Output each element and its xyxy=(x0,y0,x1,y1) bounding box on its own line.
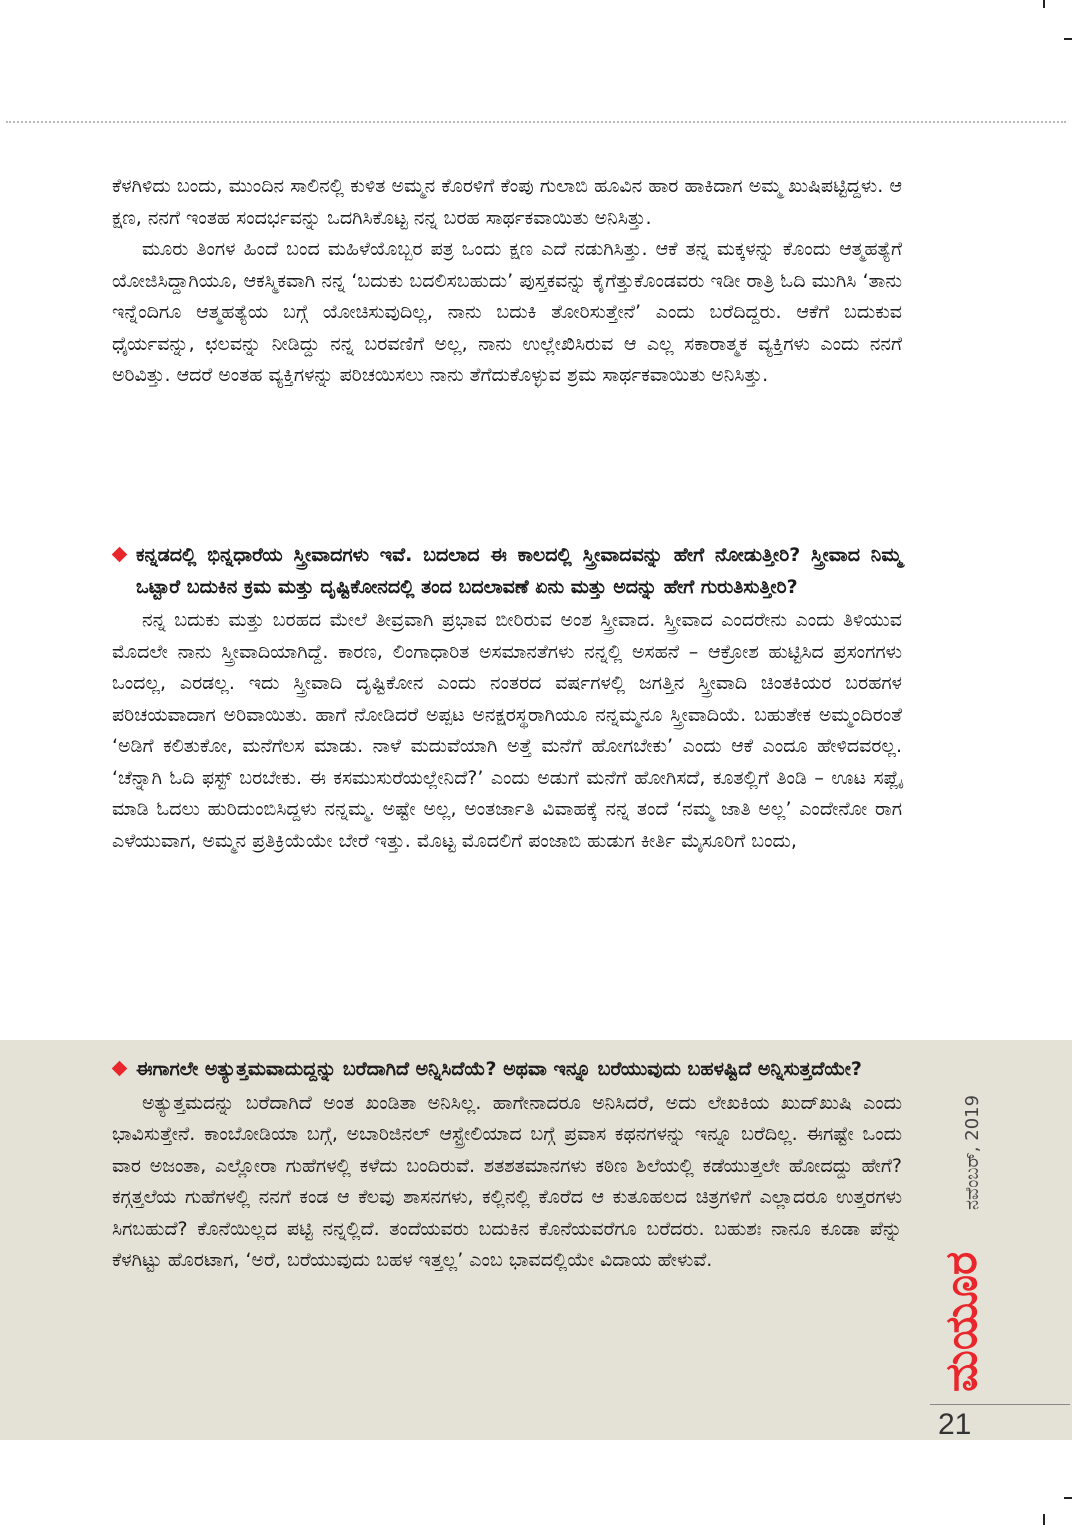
section-future-writing xyxy=(112,1054,902,1277)
question xyxy=(112,1054,902,1086)
paragraph: ಕೆಳಗಿಳಿದು ಬಂದು, ಮುಂದಿನ ಸಾಲಿನಲ್ಲಿ ಕುಳಿತ ಅಮ್ಮನ ಕೊರಳಿಗೆ ಕೆಂಪು ಗುಲಾಬಿ ಹೂವಿನ ಹಾರ ಹಾಕಿದಾಗ ಅಮ್ಮ ಖುಷಿಪಟ್ಟಿದ್ದಳು. ಆ ಕ್ಷಣ, ನನಗೆ ಇಂತಹ ಸಂದರ್ಭವನ್ನು ಒದಗಿಸಿಕೊಟ್ಟ ನನ್ನ ಬರಹ ಸಾರ್ಥಕವಾಯಿತು ಅನಿಸಿತ್ತು. xyxy=(112,175,902,229)
crop-mark-right-top xyxy=(1064,38,1072,40)
crop-mark-bottom xyxy=(1043,1514,1045,1525)
bullet-diamond-icon xyxy=(112,1061,128,1077)
page-number: 21 xyxy=(938,1408,972,1441)
bullet-diamond-icon xyxy=(112,547,128,563)
crop-mark-right-bottom xyxy=(1064,1497,1072,1499)
section-feminism xyxy=(112,540,902,857)
question-text: ಕನ್ನಡದಲ್ಲಿ ಭಿನ್ನಧಾರೆಯ ಸ್ತ್ರೀವಾದಗಳು ಇವೆ. ಬದಲಾದ ಈ ಕಾಲದಲ್ಲಿ ಸ್ತ್ರೀವಾದವನ್ನು ಹೇಗೆ ನೋಡುತ್ತೀರಿ? ಸ್ತ್ರೀವಾದ ನಿಮ್ಮ ಒಟ್ಟಾರೆ ಬದುಕಿನ ಕ್ರಮ ಮತ್ತು ದೃಷ್ಟಿಕೋನದಲ್ಲಿ ತಂದ ಬದಲಾವಣೆ ಏನು ಮತ್ತು ಅದನ್ನು ಹೇಗೆ ಗುರುತಿಸುತ್ತೀರಿ? xyxy=(136,544,902,598)
issue-date: ನವೆಂಬರ್, 2019 xyxy=(962,1094,983,1210)
magazine-logo: ಮಯೂರ xyxy=(936,1251,987,1392)
answer: ಅತ್ಯುತ್ತಮದನ್ನು ಬರೆದಾಗಿದೆ ಅಂತ ಖಂಡಿತಾ ಅನಿಸಿಲ್ಲ. ಹಾಗೇನಾದರೂ ಅನಿಸಿದರೆ, ಅದು ಲೇಖಕಿಯ ಖುದ್‌ಖುಷಿ ಎಂದು ಭಾವಿಸುತ್ತೇನೆ. ಕಾಂಬೋಡಿಯಾ ಬಗ್ಗೆ, ಅಬಾರಿಜಿನಲ್ ಆಸ್ಟ್ರೇಲಿಯಾದ ಬಗ್ಗೆ ಪ್ರವಾಸ ಕಥನಗಳನ್ನು ಇನ್ನೂ ಬರೆದಿಲ್ಲ. ಈಗಷ್ಟೇ ಒಂದು ವಾರ ಅಜಂತಾ, ಎಲ್ಲೋರಾ ಗುಹೆಗಳಲ್ಲಿ ಕಳೆದು ಬಂದಿರುವೆ. ಶತಶತಮಾನಗಳು ಕಠಿಣ ಶಿಲೆಯಲ್ಲಿ ಕಡೆಯುತ್ತಲೇ ಹೋದದ್ದು ಹೇಗೆ? ಕಗ್ಗತ್ತಲೆಯ ಗುಹೆಗಳಲ್ಲಿ ನನಗೆ ಕಂಡ ಆ ಕೆಲವು ಶಾಸನಗಳು, ಕಲ್ಲಿನಲ್ಲಿ ಕೊರೆದ ಆ ಕುತೂಹಲದ ಚಿತ್ರಗಳಿಗೆ ಎಲ್ಲಾದರೂ ಉತ್ತರಗಳು ಸಿಗಬಹುದೆ? ಕೊನೆಯಿಲ್ಲದ ಪಟ್ಟಿ ನನ್ನಲ್ಲಿದೆ. ತಂದೆಯವರು ಬದುಕಿನ ಕೊನೆಯವರೆಗೂ ಬರೆದರು. ಬಹುಶಃ ನಾನೂ ಕೂಡಾ ಪೆನ್ನು ಕೆಳಗಿಟ್ಟು ಹೊರಟಾಗ, ‘ಅರೆ, ಬರೆಯುವುದು ಬಹಳ ಇತ್ತಲ್ಲ’ ಎಂಬ ಭಾವದಲ್ಲಿಯೇ ವಿದಾಯ ಹೇಳುವೆ. xyxy=(112,1091,902,1271)
question xyxy=(112,540,902,603)
dotted-divider xyxy=(6,121,1066,123)
paragraph: ಮೂರು ತಿಂಗಳ ಹಿಂದೆ ಬಂದ ಮಹಿಳೆಯೊಬ್ಬರ ಪತ್ರ ಒಂದು ಕ್ಷಣ ಎದೆ ನಡುಗಿಸಿತ್ತು. ಆಕೆ ತನ್ನ ಮಕ್ಕಳನ್ನು ಕೊಂದು ಆತ್ಮಹತ್ಯೆಗೆ ಯೋಜಿಸಿದ್ದಾಗಿಯೂ, ಆಕಸ್ಮಿಕವಾಗಿ ನನ್ನ ‘ಬದುಕು ಬದಲಿಸಬಹುದು’ ಪುಸ್ತಕವನ್ನು ಕೈಗೆತ್ತುಕೊಂಡವರು ಇಡೀ ರಾತ್ರಿ ಓದಿ ಮುಗಿಸಿ ‘ತಾನು ಇನ್ನೆಂದಿಗೂ ಆತ್ಮಹತ್ಯೆಯ ಬಗ್ಗೆ ಯೋಚಿಸುವುದಿಲ್ಲ, ನಾನು ಬದುಕಿ ತೋರಿಸುತ್ತೇನೆ’ ಎಂದು ಬರೆದಿದ್ದರು. ಆಕೆಗೆ ಬದುಕುವ ಧೈರ್ಯವನ್ನು, ಛಲವನ್ನು ನೀಡಿದ್ದು ನನ್ನ ಬರವಣಿಗೆ ಅಲ್ಲ, ನಾನು ಉಲ್ಲೇಖಿಸಿರುವ ಆ ಎಲ್ಲ ಸಕಾರಾತ್ಮಕ ವ್ಯಕ್ತಿಗಳು ಎಂದು ನನಗೆ ಅರಿವಿತ್ತು. ಆದರೆ ಅಂತಹ ವ್ಯಕ್ತಿಗಳನ್ನು ಪರಿಚಯಿಸಲು ನಾನು ತೆಗೆದುಕೊಳ್ಳುವ ಶ್ರಮ ಸಾರ್ಥಕವಾಯಿತು ಅನಿಸಿತ್ತು. xyxy=(112,238,902,386)
answer: ನನ್ನ ಬದುಕು ಮತ್ತು ಬರಹದ ಮೇಲೆ ತೀವ್ರವಾಗಿ ಪ್ರಭಾವ ಬೀರಿರುವ ಅಂಶ ಸ್ತ್ರೀವಾದ. ಸ್ತ್ರೀವಾದ ಎಂದರೇನು ಎಂದು ತಿಳಿಯುವ ಮೊದಲೇ ನಾನು ಸ್ತ್ರೀವಾದಿಯಾಗಿದ್ದೆ. ಕಾರಣ, ಲಿಂಗಾಧಾರಿತ ಅಸಮಾನತೆಗಳು ನನ್ನಲ್ಲಿ ಅಸಹನೆ – ಆಕ್ರೋಶ ಹುಟ್ಟಿಸಿದ ಪ್ರಸಂಗಗಳು ಒಂದಲ್ಲ, ಎರಡಲ್ಲ. ಇದು ಸ್ತ್ರೀವಾದಿ ದೃಷ್ಟಿಕೋನ ಎಂದು ನಂತರದ ವರ್ಷಗಳಲ್ಲಿ ಜಗತ್ತಿನ ಸ್ತ್ರೀವಾದಿ ಚಿಂತಕಿಯರ ಬರಹಗಳ ಪರಿಚಯವಾದಾಗ ಅರಿವಾಯಿತು. ಹಾಗೆ ನೋಡಿದರೆ ಅಪ್ಪಟ ಅನಕ್ಷರಸ್ಥರಾಗಿಯೂ ನನ್ನಮ್ಮನೂ ಸ್ತ್ರೀವಾದಿಯೆ. ಬಹುತೇಕ ಅಮ್ಮಂದಿರಂತೆ ‘ಅಡಿಗೆ ಕಲಿತುಕೋ, ಮನೆಗೆಲಸ ಮಾಡು. ನಾಳೆ ಮದುವೆಯಾಗಿ ಅತ್ತೆ ಮನೆಗೆ ಹೋಗಬೇಕು’ ಎಂದು ಆಕೆ ಎಂದೂ ಹೇಳಿದವರಲ್ಲ. ‘ಚೆನ್ನಾಗಿ ಓದಿ ಫಸ್ಟ್ ಬರಬೇಕು. ಈ ಕಸಮುಸುರೆಯಲ್ಲೇನಿದೆ?’ ಎಂದು ಅಡುಗೆ ಮನೆಗೆ ಹೋಗಿಸದೆ, ಕೂತಲ್ಲಿಗೆ ತಿಂಡಿ – ಊಟ ಸಪ್ಲೈ ಮಾಡಿ ಓದಲು ಹುರಿದುಂಬಿಸಿದ್ದಳು ನನ್ನಮ್ಮ. ಅಷ್ಟೇ ಅಲ್ಲ, ಅಂತರ್ಜಾತಿ ವಿವಾಹಕ್ಕೆ ನನ್ನ ತಂದೆ ‘ನಮ್ಮ ಜಾತಿ ಅಲ್ಲ’ ಎಂದೇನೋ ರಾಗ ಎಳೆಯುವಾಗ, ಅಮ್ಮನ ಪ್ರತಿಕ್ರಿಯೆಯೇ ಬೇರೆ ಇತ್ತು. ಮೊಟ್ಟ ಮೊದಲಿಗೆ ಪಂಜಾಬಿ ಹುಡುಗ ಕೀರ್ತಿ ಮೈಸೂರಿಗೆ ಬಂದು, xyxy=(112,609,902,852)
crop-mark-top xyxy=(1043,0,1045,8)
section-intro xyxy=(112,171,902,392)
question-text: ಈಗಾಗಲೇ ಅತ್ಯುತ್ತಮವಾದುದ್ದನ್ನು ಬರೆದಾಗಿದೆ ಅನ್ನಿಸಿದೆಯೆ? ಅಥವಾ ಇನ್ನೂ ಬರೆಯುವುದು ಬಹಳಷ್ಟಿದೆ ಅನ್ನಿಸುತ್ತದೆಯೇ? xyxy=(136,1058,862,1080)
page-number-rule xyxy=(930,1404,1070,1405)
